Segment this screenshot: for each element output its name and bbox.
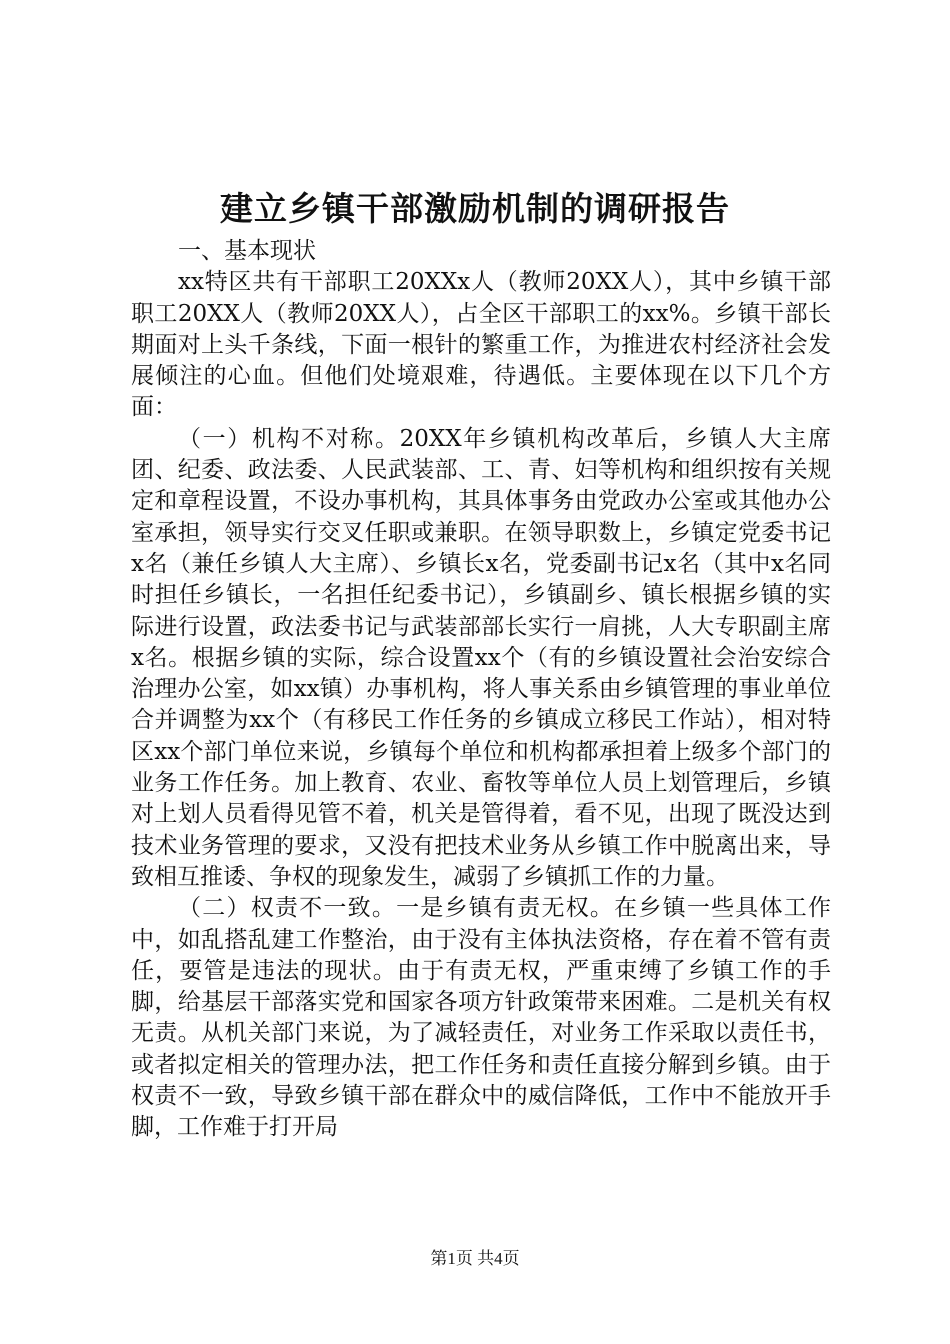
document-body: [131, 236, 831, 1144]
section-heading: 一、基本现状: [178, 238, 316, 264]
document-title: 建立乡镇干部激励机制的调研报告: [220, 189, 730, 228]
paragraph-responsibility: （二）权责不一致。一是乡镇有责无权。在乡镇一些具体工作中，如乱搭乱建工作整治，由于没有主体执法资格，存在着不管有责任，要管是违法的现状。由于有责无权，严重束缚了乡镇工作的手脚，给基层干部落实党和国家各项方针政策带来困难。二是机关有权无责。从机关部门来说，为了减轻责任，对业务工作采取以责任书，或者拟定相关的管理办法，把工作任务和责任直接分解到乡镇。由于权责不一致，导致乡镇干部在群众中的威信降低，工作中不能放开手脚，工作难于打开局: [131, 895, 831, 1141]
page-footer: 第1页 共4页: [430, 1249, 520, 1268]
paragraph-intro: xx特区共有干部职工20XXx人（教师20XX人），其中乡镇干部职工20XX人（教师20XX人），占全区干部职工的xx%。乡镇干部长期面对上头千条线，下面一根针的繁重工作，为推进农村经济社会发展倾注的心血。但他们处境艰难，待遇低。主要体现在以下几个方面：: [131, 269, 831, 421]
paragraph-institutions: （一）机构不对称。20XX年乡镇机构改革后，乡镇人大主席团、纪委、政法委、人民武装部、工、青、妇等机构和组织按有关规定和章程设置，不设办事机构，其具体事务由党政办公室或其他办公室承担，领导实行交叉任职或兼职。在领导职数上，乡镇定党委书记x名（兼任乡镇人大主席）、乡镇长x名，党委副书记x名（其中x名同时担任乡镇长，一名担任纪委书记），乡镇副乡、镇长根据乡镇的实际进行设置，政法委书记与武装部部长实行一肩挑，人大专职副主席x名。根据乡镇的实际，综合设置xx个（有的乡镇设置社会治安综合治理办公室，如xx镇）办事机构，将人事关系由乡镇管理的事业单位合并调整为xx个（有移民工作任务的乡镇成立移民工作站），相对特区xx个部门单位来说，乡镇每个单位和机构都承担着上级多个部门的业务工作任务。加上教育、农业、畜牧等单位人员上划管理后，乡镇对上划人员看得见管不着，机关是管得着，看不见，出现了既没达到技术业务管理的要求，又没有把技术业务从乡镇工作中脱离出来，导致相互推诿、争权的现象发生，减弱了乡镇抓工作的力量。: [131, 425, 831, 890]
